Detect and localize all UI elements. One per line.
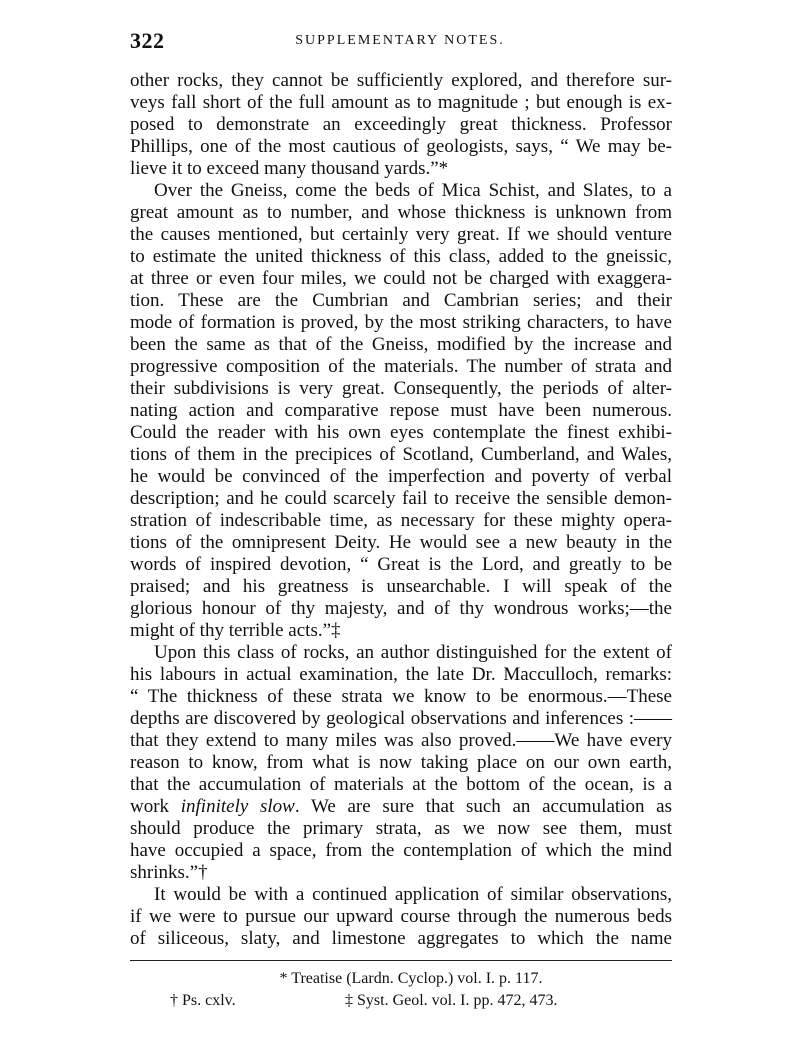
text-line: if we were to pursue our upward course through the numerous beds [130, 906, 672, 927]
text-line: been the same as that of the Gneiss, modified by the increase and [130, 334, 672, 355]
footnote-row [130, 990, 672, 1012]
page-header [130, 28, 670, 58]
text-line: words of inspired devotion, “ Great is the Lord, and greatly to be [130, 554, 672, 575]
text-line: praised; and his greatness is unsearchable. I will speak of the [130, 576, 672, 597]
emphasis: infinitely slow [180, 796, 295, 817]
paragraph [130, 180, 672, 642]
text-line: tions of them in the precipices of Scotland, Cumberland, and Wales, [130, 444, 672, 465]
text-line: It would be with a continued application of similar observations, [154, 884, 672, 905]
text-line: glorious honour of thy majesty, and of thy wondrous works;—the [130, 598, 672, 619]
text-line: other rocks, they cannot be sufficiently explored, and therefore sur- [130, 70, 672, 91]
text-line: Over the Gneiss, come the beds of Mica Schist, and Slates, to a [154, 180, 672, 201]
text-line: progressive composition of the materials. The number of strata and [130, 356, 672, 377]
text-line: that the accumulation of materials at the bottom of the ocean, is a [130, 774, 672, 795]
text-line: tion. These are the Cumbrian and Cambrian series; and their [130, 290, 672, 311]
footnote-rule [130, 960, 672, 961]
text-line: “ The thickness of these strata we know to be enormous.—These [130, 686, 672, 707]
text-line: their subdivisions is very great. Consequently, the periods of alter- [130, 378, 672, 399]
body-text [130, 70, 672, 950]
text-line: depths are discovered by geological observations and inferences :—— [130, 708, 672, 729]
text-line: description; and he could scarcely fail to receive the sensible demon- [130, 488, 672, 509]
text-line: Phillips, one of the most cautious of geologists, says, “ We may be- [130, 136, 672, 157]
text-line: work infinitely slow. We are sure that such an accumulation as [130, 796, 672, 817]
text-line: of siliceous, slaty, and limestone aggregates to which the name [130, 928, 672, 949]
text-line: might of thy terrible acts.”‡ [130, 620, 341, 641]
paragraph [130, 884, 672, 950]
text-line: mode of formation is proved, by the most striking characters, to have [130, 312, 672, 333]
text-line: at three or even four miles, we could not be charged with exaggera- [130, 268, 672, 289]
paragraph [130, 642, 672, 884]
footnote-syst-geol: ‡ Syst. Geol. vol. I. pp. 472, 473. [345, 992, 558, 1009]
text-line: have occupied a space, from the contemplation of which the mind [130, 840, 672, 861]
page-number: 322 [130, 28, 165, 53]
footnote-psalm: † Ps. cxlv. [170, 992, 236, 1009]
footnote-treatise: * Treatise (Lardn. Cyclop.) vol. I. p. 117. [279, 970, 543, 987]
text-line: nating action and comparative repose must have been numerous. [130, 400, 672, 421]
text-line: great amount as to number, and whose thickness is unknown from [130, 202, 672, 223]
text-line: shrinks.”† [130, 862, 208, 883]
text-line: posed to demonstrate an exceedingly great thickness. Professor [130, 114, 672, 135]
text-line: Upon this class of rocks, an author distinguished for the extent of [154, 642, 672, 663]
running-head: SUPPLEMENTARY NOTES. [295, 33, 505, 48]
footnotes [130, 968, 672, 1012]
text-line: stration of indescribable time, as necessary for these mighty opera- [130, 510, 672, 531]
text-line: veys fall short of the full amount as to magnitude ; but enough is ex- [130, 92, 672, 113]
text-line: that they extend to many miles was also proved.——We have every [130, 730, 672, 751]
text-line: Could the reader with his own eyes contemplate the finest exhibi- [130, 422, 672, 443]
text-line: to estimate the united thickness of this class, added to the gneissic, [130, 246, 672, 267]
text-line: should produce the primary strata, as we now see them, must [130, 818, 672, 839]
paragraph [130, 70, 672, 180]
text-line: the causes mentioned, but certainly very great. If we should venture [130, 224, 672, 245]
text-line: tions of the omnipresent Deity. He would see a new beauty in the [130, 532, 672, 553]
text-line: reason to know, from what is now taking place on our own earth, [130, 752, 672, 773]
text-line: lieve it to exceed many thousand yards.”* [130, 158, 449, 179]
text-line: his labours in actual examination, the late Dr. Macculloch, remarks: [130, 664, 672, 685]
text-line: he would be convinced of the imperfection and poverty of verbal [130, 466, 672, 487]
